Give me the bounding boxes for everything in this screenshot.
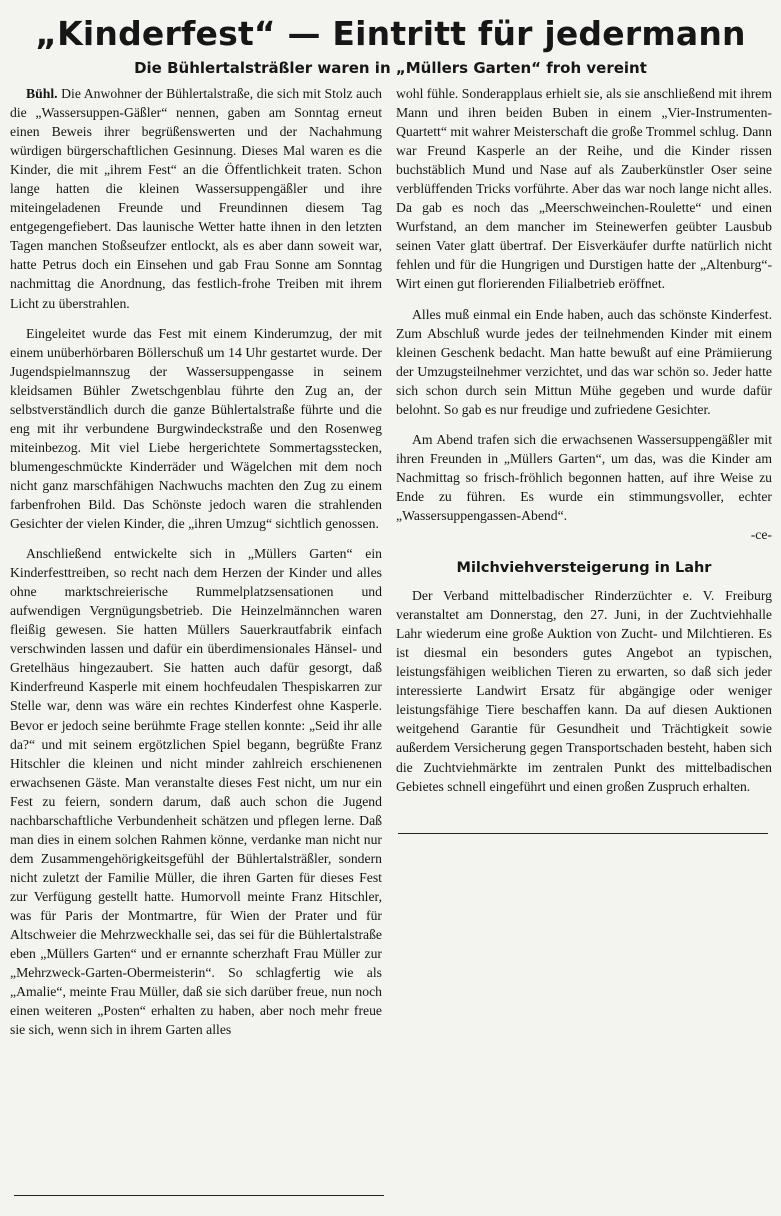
article-paragraph-6: Am Abend trafen sich die erwachsenen Wassersuppengäßler mit ihren Freunden in „Müllers Garten“, um das, was die Kinder am Nachmittag so frisch-fröhlich begonnen hatten, auf ihre Weise zu Ende zu führen. Es wurde ein stimmungsvoller, echter „Wassersuppengassen-Abend“.	[396, 431, 772, 523]
article-subheadline: Die Bühlertalsträßler waren in „Müllers Garten“ froh vereint	[134, 59, 647, 77]
article-column-right	[396, 84, 772, 796]
article-headline: „Kinderfest“ — Eintritt für jedermann	[35, 14, 746, 53]
notice-heading: Milchviehversteigerung in Lahr	[456, 560, 712, 577]
column-end-rule	[14, 1195, 384, 1196]
article-paragraph-3: Anschließend entwickelte sich in „Müllers Garten“ ein Kinderfesttreiben, so recht nach dem Herzen der Kinder und alles ohne marktschreierische Rummelplatzsensationen und aufwendigen Vergnügungsbetrieb. Die Heinzelmännchen waren fleißig gewesen. Sie hatten Müllers Sauerkrautfabrik einfach verschwinden lassen und dafür ein überdimensionales Hänsel- und Gretelhäus hingezaubert. Sie hatten auch dafür gesorgt, daß Kinderfreund Kasperle mit einem hochfeudalen Thespiskarren zur Stelle war, denn was wäre ein rechtes Kinderfest ohne Kasperle. Bevor er jedoch seine berühmte Frage stellen konnte: „Seid ihr alle da?“ und mit seinem ergötzlichen Spiel begann, begrüßte Franz Hitschler die kleinen und nicht minder zahlreich erschienenen erwachsenen Gäste. Man veranstalte dieses Fest nicht, um nur ein Fest zu feiern, sondern darum, daß auch schon die Jugend nachbarschaftliche Verbundenheit schätzen und pflegen lerne. Daß man dies in einem solchen Rahmen könne, verdanke man nicht nur dem Zusammengehörigkeitsgefühl der Bühlertalsträßler, sondern nicht zuletzt der Familie Müller, die ihren Garten für dieses Fest zur Verfügung gestellt hatte. Humorvoll meinte Franz Hitschler, was für Paris der Montmartre, für Wien der Prater und für Altschweier die Mehrzweckhalle sei, das sei für die Bühlertalstraße eben „Müllers Garten“ und er ernannte scherzhaft Frau Müller zur „Mehrzweck-Garten-Obermeisterin“. So schlagfertig wie als „Amalie“, meinte Frau Müller, daß sie sich darüber freue, nun noch einen weiteren „Posten“ erhalten zu haben, aber noch mehr freue sie sich, wenn sich in ihrem Garten alles	[10, 546, 382, 1038]
paragraph-1-text: Die Anwohner der Bühlertalstraße, die sich mit Stolz auch die „Wassersuppen-Gäßler“ nennen, gaben am Sonntag erneut einen Beweis ihrer begrüßenswerten und der Nachahmung würdigen bürgerschaftlichen Gesinnung. Dieses Mal waren es die Kinder, die mit „ihrem Fest“ an die Öffentlichkeit traten. Schon lange hatten die kleinen Wassersuppengäßler und ihre miteingeladenen Freunde und Freundinnen diesem Tag entgegengefiebert. Das launische Wetter hatte ihnen in den letzten Tagen manchen Stoßseufzer entlockt, als es aber dann soweit war, hatte Petrus doch ein Einsehen und gab Frau Sonne am Sonntag nachmittag die Anordnung, das festlich-frohe Treiben mit ihrem Licht zu überstrahlen.	[10, 86, 383, 311]
notice-end-rule	[398, 833, 768, 834]
article-paragraph-4: wohl fühle. Sonderapplaus erhielt sie, als sie anschließend mit ihrem Mann und ihren beiden Buben in einem „Vier-Instrumenten-Quartett“ mit wahrer Meisterschaft die große Trommel schlug. Dann war Freund Kasperle an der Reihe, und die Kinder rissen buchstäblich Mund und Nase auf als Zauberkünstler Oser seine verblüffenden Tricks vorführte. Aber das war noch lange nicht alles. Da gab es noch das „Meerschweinchen-Roulette“ und einen Wurfstand, an dem mancher im Steinewerfen geübter Lausbub seinen Vater glatt übertraf. Der Eisverkäufer durfte natürlich nicht fehlen und für die Hungrigen und Durstigen hatte der „Altenburg“-Wirt einen gut florierenden Filialbetrieb eröffnet.	[396, 86, 772, 292]
author-signature: -ce-	[750, 527, 772, 543]
article-paragraph-5: Alles muß einmal ein Ende haben, auch das schönste Kinderfest. Zum Abschluß wurde jedes der teilnehmenden Kinder mit einem kleinen Geschenk bedacht. Man hatte bewußt auf eine Prämiierung der Umzugsteilnehmer verzichtet, und das war schön so. Jeder hatte sich schon durch sein Mittun Mühe gegeben und wurde dafür belohnt. So gab es nur freudige und zufriedene Gesichter.	[396, 306, 772, 417]
article-column-left	[10, 84, 382, 1039]
article-paragraph-2: Eingeleitet wurde das Fest mit einem Kinderumzug, der mit einem unüberhörbaren Böllerschuß um 14 Uhr gestartet wurde. Der Jugendspielmannszug der Wassersuppengasse in seinem kleidsamen Bühler Zwetschgenblau führte den Zug an, der selbstverständlich durch die ganze Bühlertalstraße führte und die eng mit ihr verbundene Burgwindeckstraße und den Rosenweg miteinbezog. Mit viel Liebe hergerichtete Sommertagsstecken, blumengeschmückte Kinderräder und Wägelchen mit dem noch nicht ganz marschfähigen Nachwuchs machten den Zug zu einem farbenfrohen Bild. Das Schönste jedoch waren die strahlenden Gesichter der vielen Kinder, die „ihren Umzug“ sichtlich genossen.	[10, 325, 382, 532]
article-paragraph-1	[10, 84, 382, 313]
notice-paragraph: Der Verband mittelbadischer Rinderzüchter e. V. Freiburg veranstaltet am Donnerstag, den 27. Juni, in der Zuchtviehhalle Lahr wiederum eine große Auktion von Zucht- und Milchtieren. Es ist diesmal ein besonders gutes Angebot an typischen, leistungsfähigen weiblichen Tieren zu erwarten, so daß sich jeder interessierte Landwirt Ersatz für abgängige oder weniger leistungsfähige Tiere beschaffen kann. Da auf diesen Auktionen weitgehend Garantie für Gesundheit und Trächtigkeit sowie außerdem Versicherung gegen Transportschaden besteht, haben sich die Zuchtviehmärkte im zentralen Punkt des mittelbadischen Gebietes schnell eingeführt und einen großen Zuspruch erhalten.	[396, 588, 772, 794]
dateline: Bühl.	[26, 86, 58, 101]
